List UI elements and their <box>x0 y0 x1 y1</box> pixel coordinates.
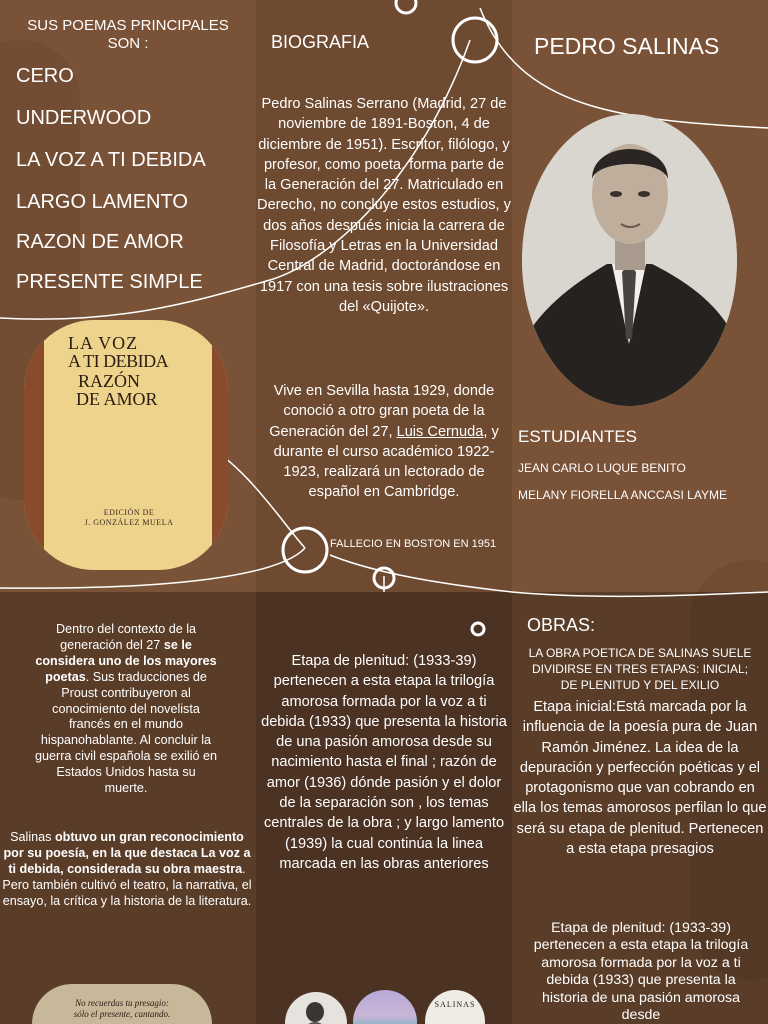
book-title-line: A TI DEBIDA <box>68 351 169 371</box>
snippet-line: sólo el presente, cantando. <box>73 1009 171 1019</box>
obras-intro: LA OBRA POETICA DE SALINAS SUELE DIVIDIRSE EN TRES ETAPAS: INICIAL; DE PLENITUD Y DEL EXILIO <box>528 646 752 692</box>
obras-etapa-inicial: Etapa inicial:Está marcada por la influencia de la poesía pura de Juan Ramón Jiménez. La idea de la depuración y perfección poéticas y el protagonismo que van cobrando en ella los temas amorosos perfilan lo que será su etapa de plenitud. Pertenecen a esta etapa presagios <box>513 699 767 858</box>
poem-item: LARGO LAMENTO <box>16 191 188 213</box>
student-name: JEAN CARLO LUQUE BENITO <box>518 461 686 475</box>
luis-cernuda-link[interactable]: Luis Cernuda <box>396 423 484 440</box>
book-edition-line: J. GONZÁLEZ MUELA <box>84 518 174 527</box>
context-text: Salinas <box>10 830 55 844</box>
book-title-line: DE AMOR <box>76 389 158 409</box>
book-cover-title <box>68 334 208 408</box>
snippet-line: No recuerdas tu presagio: <box>75 998 169 1008</box>
poem-item: LA VOZ A TI DEBIDA <box>16 149 206 171</box>
student-name: MELANY FIORELLA ANCCASI LAYME <box>518 488 727 502</box>
poem-item: UNDERWOOD <box>16 107 152 129</box>
context-text-bold: obtuvo un gran reconocimiento por su poesía, en la que destaca La voz a ti debida, considerada su obra maestra <box>3 830 251 876</box>
book-cover-edition <box>64 508 194 528</box>
poem-item: CERO <box>16 65 74 87</box>
obras-etapa-plenitud: Etapa de plenitud: (1933-39) pertenecen a esta etapa la trilogía amorosa formada por la voz a ti debida (1933) que presenta la historia de una pasión amorosa desde <box>533 920 749 1024</box>
poem-snippet-text <box>42 998 202 1020</box>
book-edition-line: EDICIÓN DE <box>103 508 155 517</box>
book-title-line: RAZÓN <box>78 371 140 391</box>
context-paragraph-1 <box>34 622 218 797</box>
context-text: Dentro del contexto de la generación del 27 <box>55 622 197 652</box>
poem-item: PRESENTE SIMPLE <box>16 271 203 293</box>
students-heading: ESTUDIANTES <box>518 427 638 446</box>
book-cover <box>24 320 228 570</box>
context-text-bold: se le considera uno de los mayores poetas <box>35 637 217 684</box>
context-text: . Pero también cultivó el teatro, la narrativa, el ensayo, la crítica y la historia de la literatura. <box>2 861 252 908</box>
portrait-figure <box>522 114 737 406</box>
obras-heading: OBRAS: <box>527 615 596 635</box>
poems-heading: SUS POEMAS PRINCIPALES SON : <box>27 17 229 52</box>
author-name: PEDRO SALINAS <box>534 33 720 59</box>
context-paragraph-2 <box>2 830 252 910</box>
death-note: FALLECIO EN BOSTON EN 1951 <box>330 538 497 550</box>
book-cover-left-strip <box>24 320 44 570</box>
biografia-paragraph-2 <box>262 381 506 503</box>
biografia-paragraph-2-text: , y durante el curso académico 1922-1923, realizará un lectorado de español en Cambridge. <box>273 423 499 501</box>
poem-item: RAZON DE AMOR <box>16 231 184 253</box>
poem-snippet-image <box>32 984 212 1024</box>
biografia-paragraph-2-text: Vive en Sevilla hasta 1929, donde conoció a otro gran poeta de la Generación del 27, <box>269 383 495 440</box>
biografia-paragraph-1: Pedro Salinas Serrano (Madrid, 27 de noviembre de 1891-Boston, 4 de diciembre de 1951). Escritor, filólogo, y profesor, como poeta. forma parte de la Generación del 27. Matriculado en Derecho, no concluye estos estudios, y dos años después inicia la carrera de Filosofía y Letras en la Universidad Central de Madrid, doctorándose en 1917 con una tesis sobre ilustraciones del «Quijote». <box>257 96 511 315</box>
biografia-heading: BIOGRAFIA <box>271 32 370 52</box>
thumb-book-label: SALINAS <box>434 1000 476 1009</box>
plenitud-paragraph: Etapa de plenitud: (1933-39) pertenecen a esta etapa la trilogía amorosa formada por la voz a ti debida (1933) que presenta la historia de una pasión amorosa desde su nacimiento hasta el final ; razón de amor (1936) dónde pasión y el dolor de la separación son , los temas centrales de la obra ; y largo lamento (1939) la cual continúa la linea marcada en las obras anteriores <box>261 653 507 872</box>
author-portrait <box>522 114 737 406</box>
book-cover-right-strip <box>212 320 228 570</box>
context-text: . Sus traducciones de Proust contribuyeron al conocimiento del novelista francés en el mundo hispanohablante. Al concluir la guerra civil española se exilió en Estados Unidos hasta su muerte. <box>34 669 217 796</box>
poems-list <box>16 63 252 309</box>
book-title-line: LA VOZ <box>68 333 139 353</box>
